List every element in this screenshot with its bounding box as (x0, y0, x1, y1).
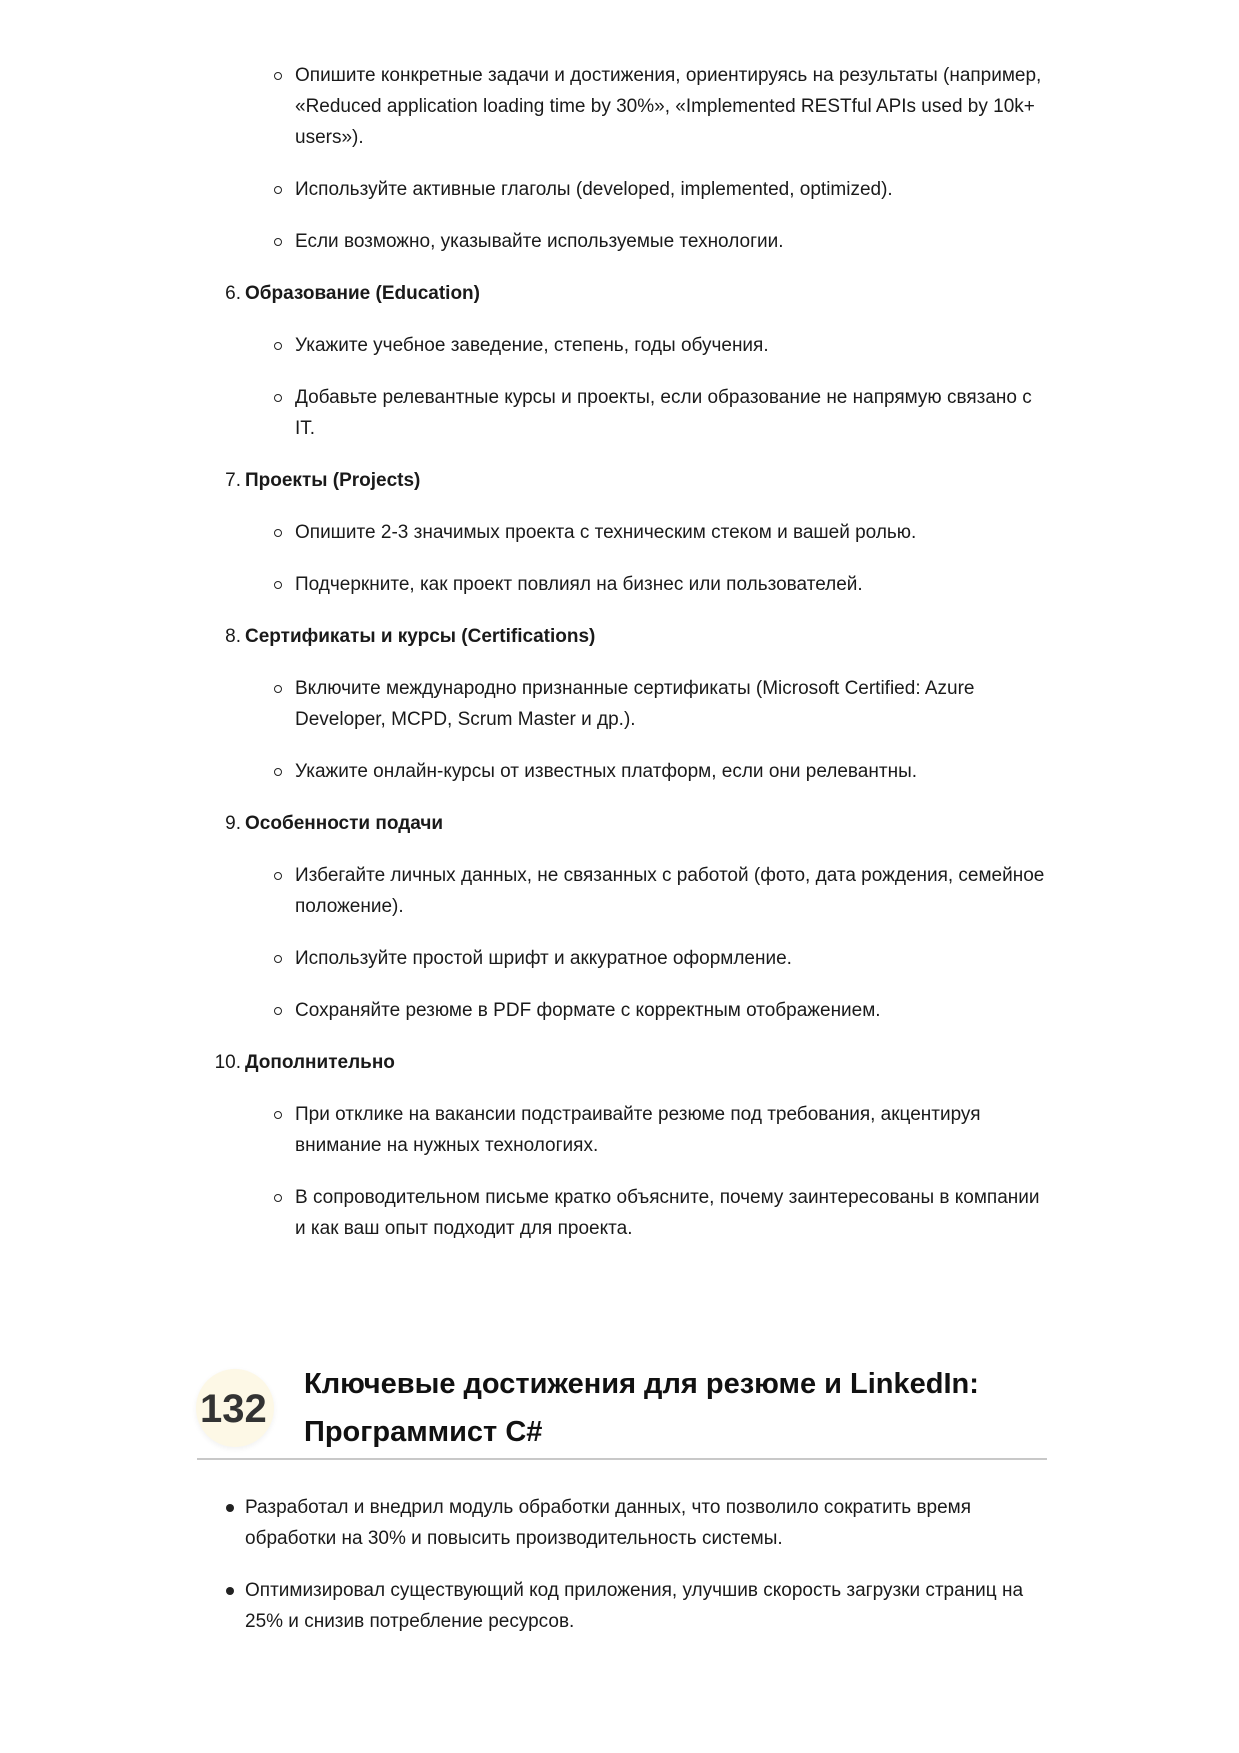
list-item (295, 860, 1055, 922)
list-item (295, 1099, 1055, 1161)
list-item (245, 1492, 1055, 1554)
circle-bullet-icon (274, 342, 282, 350)
list-item (295, 226, 1055, 257)
list-item-text: Используйте простой шрифт и аккуратное оформление. (295, 948, 792, 969)
item-number: 7. (225, 470, 241, 491)
disc-bullet-icon (226, 1504, 234, 1512)
list-item (295, 60, 1055, 153)
numbered-heading (225, 621, 1239, 652)
circle-bullet-icon (274, 1194, 282, 1202)
list-item-text: Опишите конкретные задачи и достижения, ориентируясь на результаты (например, «Reduced application loading time by 30%», «Implemented RESTful APIs used by 10k+ users»). (295, 65, 1042, 148)
circle-bullet-icon (274, 955, 282, 963)
circle-bullet-icon (274, 1111, 282, 1119)
item-number: 6. (225, 283, 241, 304)
sub-list (0, 673, 1239, 787)
numbered-heading (225, 808, 1239, 839)
item-title: Особенности подачи (245, 813, 444, 834)
list-item-text: Опишите 2-3 значимых проекта с техническим стеком и вашей ролью. (295, 522, 917, 543)
chapter-number-badge (196, 1369, 274, 1447)
circle-bullet-icon (274, 72, 282, 80)
list-item (295, 943, 1055, 974)
list-item-text: Добавьте релевантные курсы и проекты, если образование не напрямую связано с IT. (295, 387, 1032, 439)
list-item (295, 174, 1055, 205)
chapter-number: 132 (200, 1387, 267, 1431)
circle-bullet-icon (274, 394, 282, 402)
circle-bullet-icon (274, 186, 282, 194)
item-title: Дополнительно (245, 1052, 395, 1073)
list-item-text: В сопроводительном письме кратко объясните, почему заинтересованы в компании и как ваш опыт подходит для проекта. (295, 1187, 1040, 1239)
numbered-heading (214, 1047, 1239, 1078)
document-body (0, 60, 1239, 1265)
circle-bullet-icon (274, 1007, 282, 1015)
circle-bullet-icon (274, 872, 282, 880)
list-item (295, 517, 1055, 548)
chapter-title: Ключевые достижения для резюме и LinkedIn: Программист C# (304, 1368, 979, 1448)
list-item (295, 756, 1055, 787)
circle-bullet-icon (274, 238, 282, 246)
sub-list (0, 1099, 1239, 1244)
item-number: 9. (225, 813, 241, 834)
sub-list (0, 860, 1239, 1026)
circle-bullet-icon (274, 581, 282, 589)
list-item (295, 1182, 1055, 1244)
numbered-heading (225, 465, 1239, 496)
circle-bullet-icon (274, 685, 282, 693)
list-item (295, 330, 1055, 361)
list-item-text: Если возможно, указывайте используемые технологии. (295, 231, 784, 252)
list-item-text: Избегайте личных данных, не связанных с работой (фото, дата рождения, семейное положение). (295, 865, 1045, 917)
item-title: Сертификаты и курсы (Certifications) (245, 626, 596, 647)
list-item-text: Оптимизировал существующий код приложения, улучшив скорость загрузки страниц на 25% и снизив потребление ресурсов. (245, 1580, 1024, 1632)
list-item-text: Сохраняйте резюме в PDF формате с корректным отображением. (295, 1000, 881, 1021)
list-item-text: Укажите учебное заведение, степень, годы обучения. (295, 335, 769, 356)
sub-list (0, 60, 1239, 257)
item-number: 10. (214, 1052, 241, 1073)
list-item (295, 673, 1055, 735)
item-title: Проекты (Projects) (245, 470, 421, 491)
circle-bullet-icon (274, 529, 282, 537)
divider (197, 1458, 1047, 1460)
list-item (295, 569, 1055, 600)
disc-bullet-icon (226, 1587, 234, 1595)
list-item-text: Укажите онлайн-курсы от известных платформ, если они релевантны. (295, 761, 917, 782)
list-item-text: Включите международно признанные сертификаты (Microsoft Certified: Azure Developer, MCPD, Scrum Master и др.). (295, 678, 975, 730)
numbered-heading (225, 278, 1239, 309)
list-item (295, 382, 1055, 444)
list-item-text: Разработал и внедрил модуль обработки данных, что позволило сократить время обработки на 30% и повысить производительность системы. (245, 1497, 972, 1549)
list-item-text: Используйте активные глаголы (developed, implemented, optimized). (295, 179, 893, 200)
sub-list (0, 517, 1239, 600)
circle-bullet-icon (274, 768, 282, 776)
sub-list (0, 330, 1239, 444)
list-item (295, 995, 1055, 1026)
item-title: Образование (Education) (245, 283, 480, 304)
item-number: 8. (225, 626, 241, 647)
list-item-text: При отклике на вакансии подстраивайте резюме под требования, акцентируя внимание на нужных технологиях. (295, 1104, 981, 1156)
chapter-bullets (0, 1492, 1055, 1658)
list-item (245, 1575, 1055, 1637)
list-item-text: Подчеркните, как проект повлиял на бизнес или пользователей. (295, 574, 863, 595)
